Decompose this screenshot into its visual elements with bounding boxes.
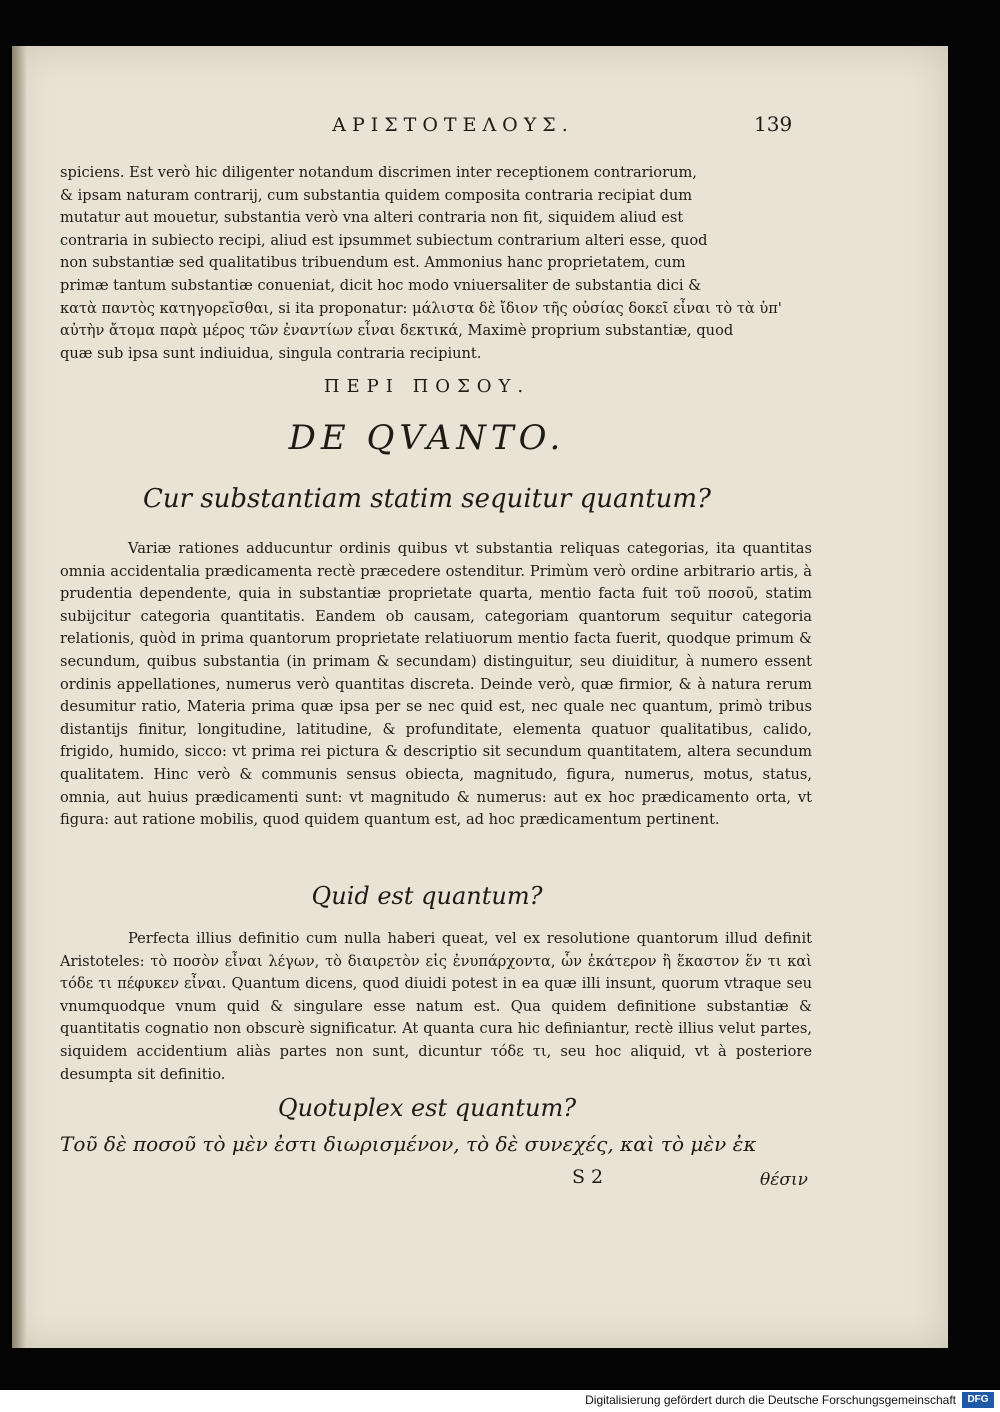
question-heading: Quid est quantum?	[311, 882, 543, 910]
text-line: non substantiæ sed qualitatibus tribuendum est. Ammonius hanc proprietatem, cum	[60, 254, 686, 272]
text-line: contraria in subiecto recipi, aliud est ipsummet subiectum contrarium alteri esse, quod	[60, 231, 708, 249]
section-heading-latin: DE QVANTO.	[288, 418, 566, 458]
text-line: quæ sub ipsa sunt indiuidua, singula contraria recipiunt.	[60, 344, 482, 362]
catchword: θέσιν	[760, 1170, 808, 1190]
funding-credit: Digitalisierung gefördert durch die Deutsche Forschungsgemeinschaft	[585, 1393, 956, 1407]
dfg-logo-icon: DFG	[962, 1392, 994, 1408]
question-heading: Cur substantiam statim sequitur quantum?	[142, 484, 711, 514]
text-line: mutatur aut mouetur, substantia verò vna alteri contraria non fit, siquidem aliud est	[60, 209, 684, 227]
question-heading: Quotuplex est quantum?	[277, 1094, 577, 1122]
section-heading-greek: ΠΕΡΙ ΠΟΣΟΥ.	[323, 376, 531, 397]
text-line: κατὰ παντὸς κατηγορεῖσθαι, si ita proponatur: μάλιστα δὲ ἴδιον τῆς οὐσίας δοκεῖ εἶναι τὸ τὰ ὑπ'	[60, 299, 782, 317]
signature-mark: S 2	[572, 1166, 604, 1188]
text-line: & ipsam naturam contrarij, cum substantia quidem composita contraria recipiat dum	[60, 186, 693, 204]
footer-bar	[0, 1390, 1000, 1412]
greek-text-line: Τοῦ δὲ ποσοῦ τὸ μὲν ἐστι διωρισμένον, τὸ δὲ συνεχές, καὶ τὸ μὲν ἐκ	[60, 1132, 757, 1156]
paragraph: Perfecta illius definitio cum nulla haberi queat, vel ex resolutione quantorum illud definit Aristoteles: τὸ ποσὸν εἶναι λέγων, τὸ διαιρετὸν εἰς ἐνυπάρχοντα, ὧν ἑκάτερον ἢ ἕκαστον ἕν τι καὶ τόδε τι πέφυκεν εἶναι. Quantum dicens, quod diuidi potest in ea quæ illi insunt, quorum vtraque seu vnumquodque vnum quid & singulare esse natum est. Qua quidem definitione substantiæ & quantitatis cognatio non obscurè significatur. At quanta cura hic definiantur, rectè illius velut partes, siquidem accidentium aliàs partes non sunt, dicuntur τόδε τι, seu hoc aliquid, vt à posteriore desumpta sit definitio.	[60, 930, 812, 1083]
text-line: αὐτὴν ἄτομα παρὰ μέρος τῶν ἐναντίων εἶναι δεκτικά, Maximè proprium substantiæ, quod	[60, 322, 734, 340]
running-head: ΑΡΙΣΤΟΤΕΛΟΥΣ.	[332, 114, 574, 136]
text-line: spiciens. Est verò hic diligenter notandum discrimen inter receptionem contrariorum,	[60, 164, 697, 181]
page-number: 139	[754, 112, 793, 136]
paragraph: Variæ rationes adducuntur ordinis quibus vt substantia reliquas categorias, ita quantitas omnia accidentalia prædicamenta rectè præcedere ostenditur. Primùm verò ordine arbitrario artis, à prudentia dependente, quia in substantiæ proprietate quarta, mentio facta fuit τοῦ ποσοῦ, statim subijcitur categoria quantitatis. Eandem ob causam, categoriam quantorum sequitur categoria relationis, quòd in prima quantorum proprietate relatiuorum mentio facta fuerit, quodque primum & secundum, quibus substantia (in primam & secundam) distinguitur, seu diuiditur, à numero essent ordinis appellationes, numerus verò quantitas discreta. Deinde verò, quæ firmior, & à natura rerum desumitur ratio, Materia prima quæ ipsa per se nec quid est, nec quale nec quantum, primò tribus distantijs finitur, longitudine, latitudine, & profunditate, elementa quatuor qualitatibus, calido, frigido, humido, sicco: vt prima rei pictura & descriptio sit secundum quantitatem, altera secundum qualitatem. Hinc verò & communis sensus obiecta, magnitudo, figura, numerus, motus, status, omnia, aut huius prædicamenti sunt: vt magnitudo & numerus: aut ex hoc prædicamento orta, vt figura: aut ratione mobilis, quod quidem quantum est, ad hoc prædicamentum pertinent.	[60, 540, 812, 829]
text-line: primæ tantum substantiæ conueniat, dicit hoc modo vniuersaliter de substantia dici &	[60, 276, 702, 294]
intro-paragraph	[60, 162, 812, 365]
book-page	[12, 46, 948, 1348]
page-spine	[12, 46, 26, 1348]
